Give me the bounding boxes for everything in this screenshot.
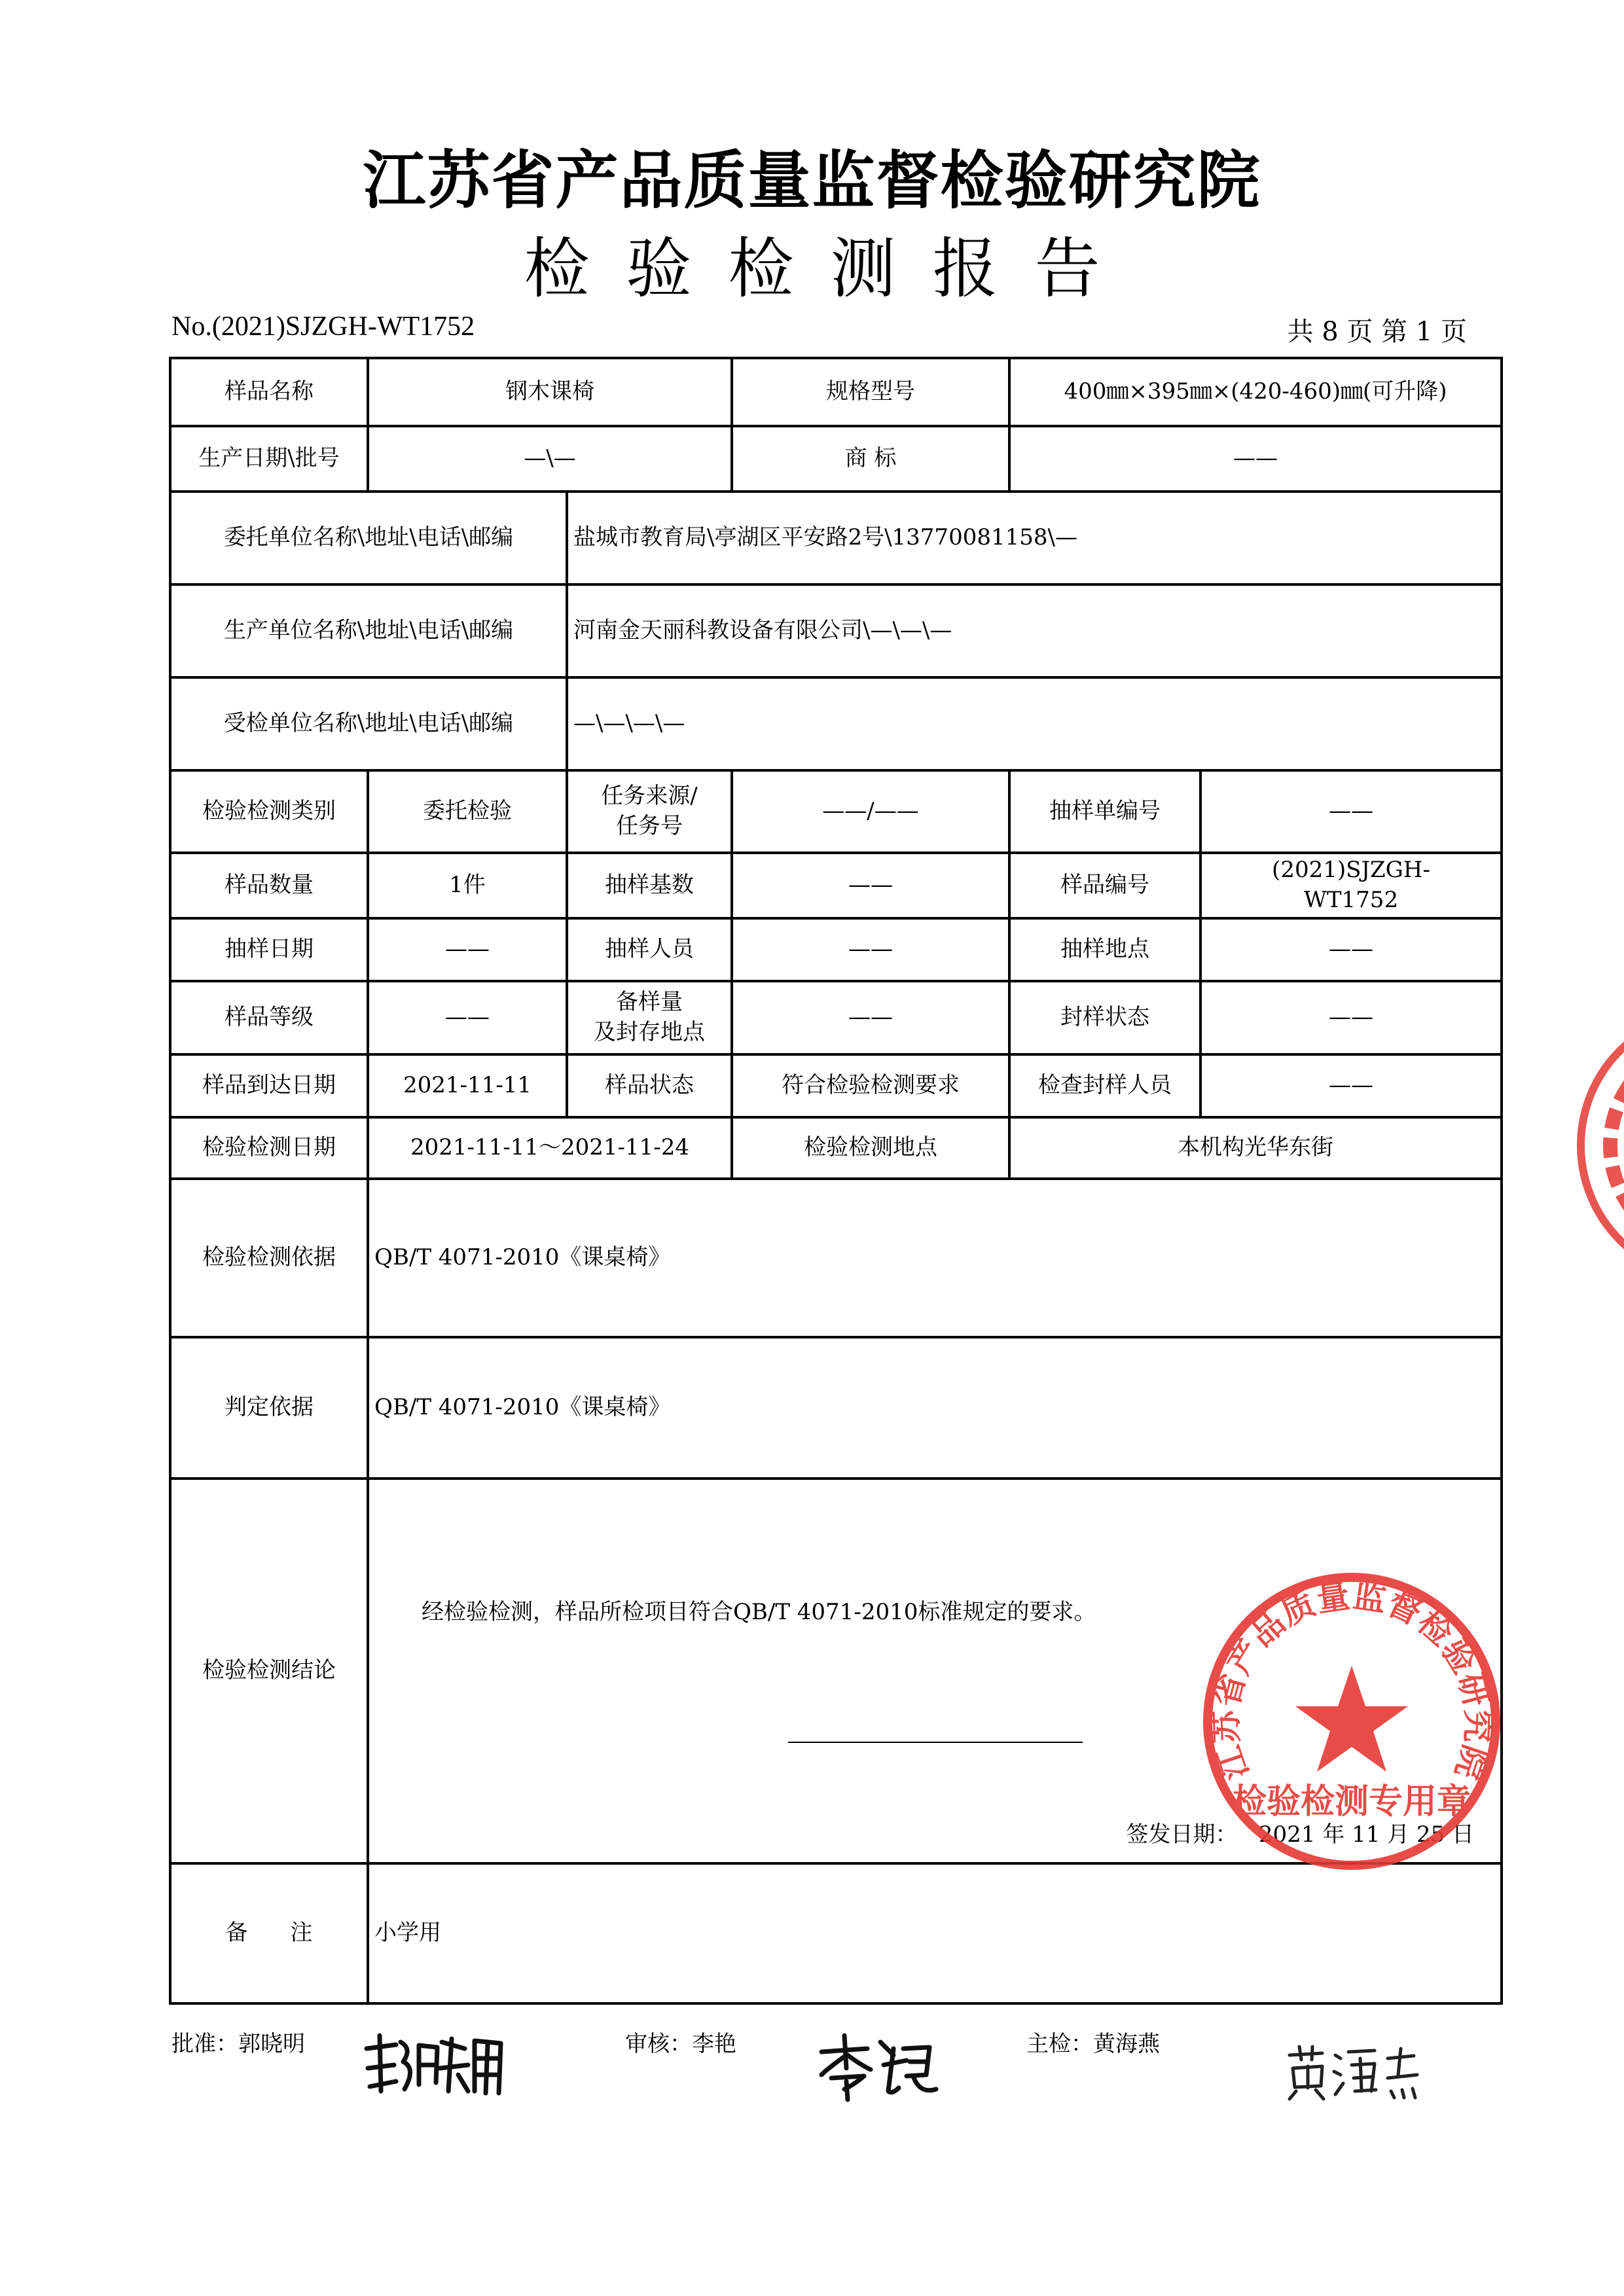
reviewer-signature-image	[815, 2029, 939, 2104]
chief-signature-image	[1283, 2039, 1427, 2104]
value-client: 盐城市教育局\亭湖区平安路2号\13770081158\—	[567, 492, 1502, 584]
label-test-place: 检验检测地点	[732, 1117, 1009, 1179]
conclusion-divider	[788, 1742, 1083, 1743]
label-seal-status: 封样状态	[1009, 981, 1200, 1054]
value-sample-grade: ——	[368, 981, 567, 1054]
label-arrival-date: 样品到达日期	[170, 1054, 368, 1117]
value-sampling-base: ——	[732, 853, 1009, 918]
value-sampling-date: ——	[368, 918, 567, 981]
label-judgment-basis: 判定依据	[170, 1337, 368, 1479]
value-sampler: ——	[732, 918, 1009, 981]
reviewer: 审核：李艳	[625, 2031, 736, 2057]
value-spec-model: 400㎜×395㎜×(420-460)㎜(可升降)	[1009, 358, 1502, 426]
institute-name: 江苏省产品质量监督检验研究院	[363, 144, 1261, 217]
value-backup-sample: ——	[732, 981, 1009, 1054]
label-production-date-batch: 生产日期\批号	[170, 426, 368, 492]
label-sampler: 抽样人员	[567, 918, 732, 981]
approver: 批准：郭晓明	[171, 2031, 305, 2057]
report-number: No.(2021)SJZGH-WT1752	[171, 312, 475, 342]
value-sample-name: 钢木课椅	[368, 358, 732, 426]
label-test-basis: 检验检测依据	[170, 1179, 368, 1337]
report-title: 检验检测报告	[524, 230, 1137, 307]
label-sample-number: 样品编号	[1009, 853, 1200, 918]
label-client: 委托单位名称\地址\电话\邮编	[170, 492, 567, 584]
label-seal-checker: 检查封样人员	[1009, 1054, 1200, 1117]
label-sampling-date: 抽样日期	[170, 918, 368, 981]
value-test-place: 本机构光华东街	[1009, 1117, 1502, 1179]
value-manufacturer: 河南金天丽科教设备有限公司\—\—\—	[567, 584, 1502, 677]
label-sample-name: 样品名称	[170, 358, 368, 426]
label-manufacturer: 生产单位名称\地址\电话\邮编	[170, 584, 567, 677]
seal-bottom-text: 检验检测专用章	[1232, 1782, 1471, 1821]
approver-signature-image	[360, 2029, 511, 2101]
label-spec-model: 规格型号	[732, 358, 1009, 426]
label-sampling-place: 抽样地点	[1009, 918, 1200, 981]
label-sample-status: 样品状态	[567, 1054, 732, 1117]
label-sampling-base: 抽样基数	[567, 853, 732, 918]
value-remarks: 小学用	[368, 1863, 1502, 2003]
label-remarks: 备 注	[170, 1863, 368, 2003]
value-seal-status: ——	[1200, 981, 1502, 1054]
label-sampling-number: 抽样单编号	[1009, 770, 1200, 853]
issue-date: 签发日期： 2021 年 11 月 25 日	[1126, 1821, 1475, 1848]
value-seal-checker: ——	[1200, 1054, 1502, 1117]
label-sample-grade: 样品等级	[170, 981, 368, 1054]
value-trademark: ——	[1009, 426, 1502, 492]
page-info: 共 8 页 第 1 页	[1287, 317, 1467, 347]
label-sample-quantity: 样品数量	[170, 853, 368, 918]
chief-inspector: 主检：黄海燕	[1026, 2031, 1160, 2057]
value-test-basis: QB/T 4071-2010《课桌椅》	[368, 1179, 1502, 1337]
value-production-date-batch: —\—	[368, 426, 732, 492]
value-arrival-date: 2021-11-11	[368, 1054, 567, 1117]
value-sample-quantity: 1件	[368, 853, 567, 918]
label-inspected-unit: 受检单位名称\地址\电话\邮编	[170, 677, 567, 770]
label-test-date: 检验检测日期	[170, 1117, 368, 1179]
label-task-source: 任务来源/ 任务号	[567, 770, 732, 853]
value-test-date: 2021-11-11～2021-11-24	[368, 1117, 732, 1179]
value-inspected-unit: —\—\—\—	[567, 677, 1502, 770]
value-sample-status: 符合检验检测要求	[732, 1054, 1009, 1117]
seal-arc-text: 江苏省产品质量监督检验研究院	[1206, 1576, 1497, 1785]
label-test-category: 检验检测类别	[170, 770, 368, 853]
conclusion-text: 经检验检测，样品所检项目符合QB/T 4071-2010标准规定的要求。	[422, 1599, 1096, 1625]
label-backup-sample: 备样量 及封存地点	[567, 981, 732, 1054]
value-sample-number: (2021)SJZGH- WT1752	[1200, 853, 1502, 918]
edge-seal-fragment	[1571, 1001, 1624, 1289]
value-sampling-place: ——	[1200, 918, 1502, 981]
value-sampling-number: ——	[1200, 770, 1502, 853]
value-judgment-basis: QB/T 4071-2010《课桌椅》	[368, 1337, 1502, 1479]
inspection-seal	[1198, 1568, 1506, 1875]
value-test-category: 委托检验	[368, 770, 567, 853]
label-conclusion: 检验检测结论	[170, 1479, 368, 1863]
label-trademark: 商 标	[732, 426, 1009, 492]
value-task-source: ——/——	[732, 770, 1009, 853]
